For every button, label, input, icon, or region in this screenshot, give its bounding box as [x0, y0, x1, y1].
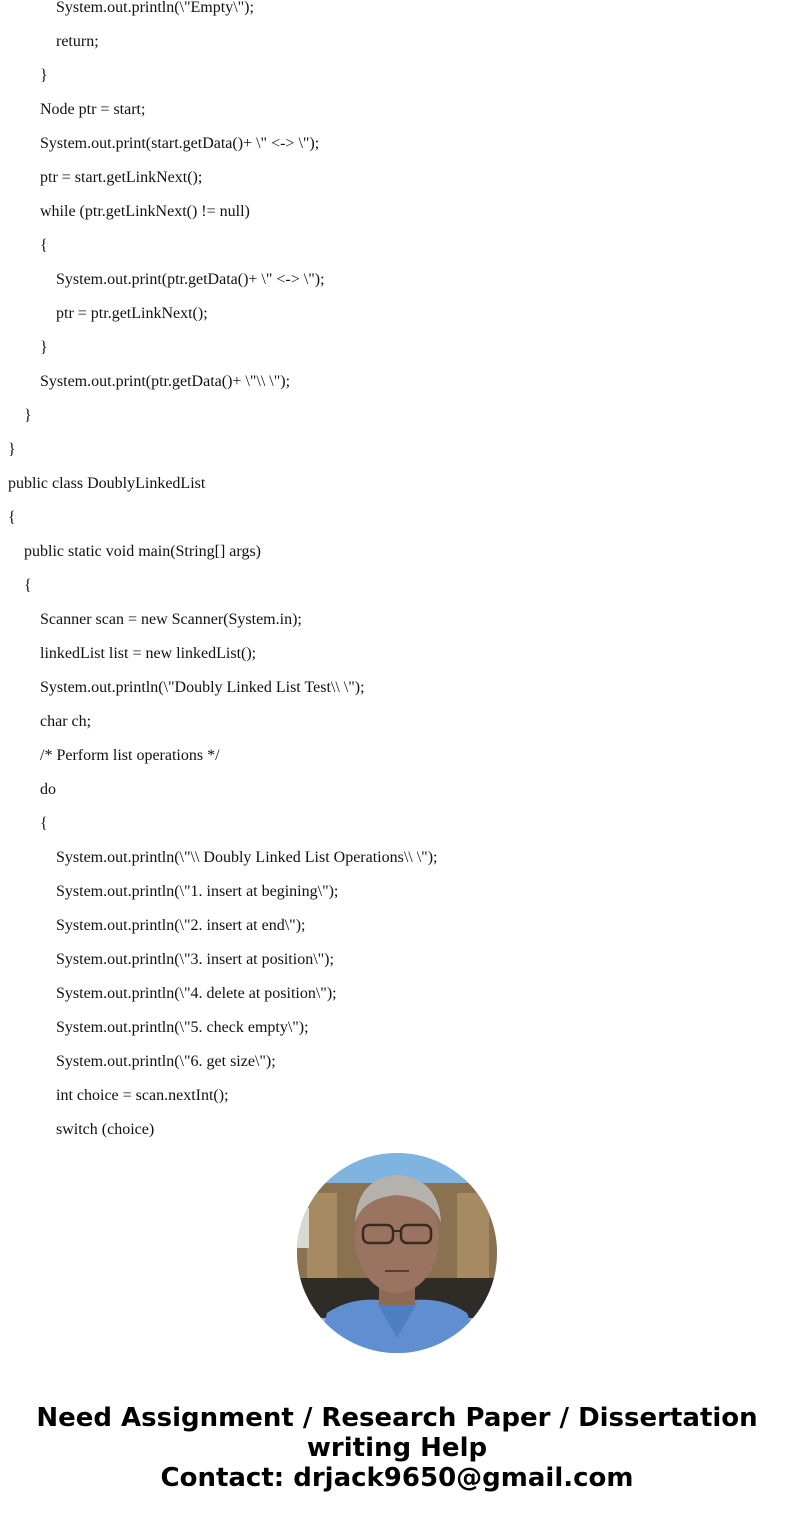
code-line: /* Perform list operations */ — [40, 747, 220, 764]
code-line: public static void main(String[] args) — [24, 543, 261, 560]
code-line: System.out.println(\"5. check empty\"); — [56, 1019, 309, 1036]
code-line: switch (choice) — [56, 1121, 155, 1138]
code-line: linkedList list = new linkedList(); — [40, 645, 257, 662]
code-line: } — [40, 67, 48, 84]
promo-headline: Need Assignment / Research Paper / Dissertation — [36, 1403, 758, 1433]
author-photo-icon — [297, 1153, 497, 1353]
code-line: { — [40, 815, 48, 832]
code-line: System.out.print(ptr.getData()+ \"\\ \"); — [40, 373, 291, 390]
code-line: Scanner scan = new Scanner(System.in); — [40, 611, 302, 628]
code-line: ptr = ptr.getLinkNext(); — [56, 305, 208, 322]
code-line: System.out.println(\"Doubly Linked List Test\\ \"); — [40, 679, 365, 696]
code-line: { — [40, 237, 48, 254]
code-line: System.out.print(ptr.getData()+ \" <-> \"); — [56, 271, 325, 288]
code-line: Node ptr = start; — [40, 101, 146, 118]
code-line: System.out.println(\"6. get size\"); — [56, 1053, 276, 1070]
code-line: System.out.println(\"4. delete at position\"); — [56, 985, 337, 1002]
code-line: char ch; — [40, 713, 92, 730]
promo-banner — [0, 1403, 794, 1493]
code-line: System.out.print(start.getData()+ \" <-> \"); — [40, 135, 320, 152]
code-line: } — [40, 339, 48, 356]
code-line: public class DoublyLinkedList — [8, 475, 206, 492]
code-line: { — [8, 509, 16, 526]
code-line: System.out.println(\"\\ Doubly Linked List Operations\\ \"); — [56, 849, 438, 866]
code-line: return; — [56, 33, 99, 50]
code-line: ptr = start.getLinkNext(); — [40, 169, 203, 186]
code-line: System.out.println(\"1. insert at begining\"); — [56, 883, 339, 900]
promo-contact: Contact: drjack9650@gmail.com — [160, 1463, 634, 1493]
code-line: System.out.println(\"2. insert at end\"); — [56, 917, 306, 934]
avatar — [297, 1153, 497, 1353]
code-line: } — [8, 441, 16, 458]
code-line: } — [24, 407, 32, 424]
code-line: System.out.println(\"Empty\"); — [56, 0, 254, 16]
code-line: int choice = scan.nextInt(); — [56, 1087, 229, 1104]
code-line: { — [24, 577, 32, 594]
promo-subheadline: writing Help — [306, 1433, 488, 1463]
code-line: do — [40, 781, 56, 798]
code-line: while (ptr.getLinkNext() != null) — [40, 203, 250, 220]
code-line: System.out.println(\"3. insert at position\"); — [56, 951, 334, 968]
